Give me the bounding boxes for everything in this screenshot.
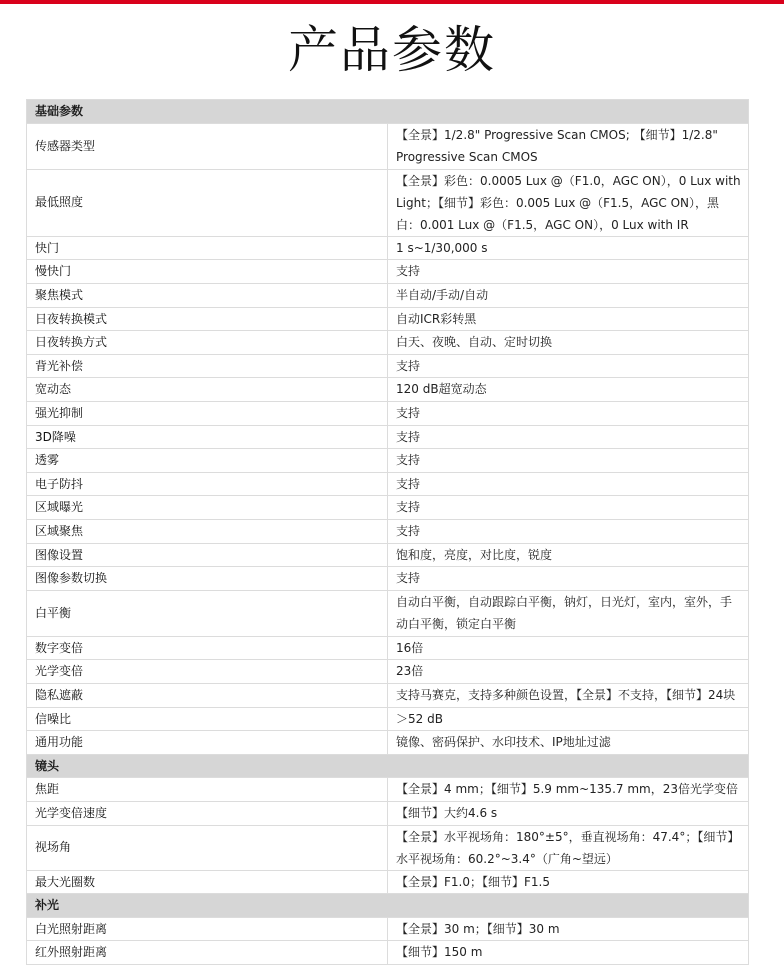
param-label: 光学变倍 xyxy=(27,660,388,684)
param-value: 【全景】4 mm；【细节】5.9 mm~135.7 mm，23倍光学变倍 xyxy=(388,778,749,802)
table-row xyxy=(27,496,749,520)
param-value: 支持 xyxy=(388,496,749,520)
section-title: 补光 xyxy=(27,894,749,918)
table-row xyxy=(27,123,749,169)
param-label: 图像设置 xyxy=(27,543,388,567)
param-value: 支持 xyxy=(388,472,749,496)
param-label: 红外照射距离 xyxy=(27,941,388,965)
table-row xyxy=(27,260,749,284)
table-row xyxy=(27,731,749,755)
param-label: 透雾 xyxy=(27,449,388,473)
param-label: 宽动态 xyxy=(27,378,388,402)
param-label: 焦距 xyxy=(27,778,388,802)
section-title: 基础参数 xyxy=(27,100,749,124)
param-label: 白平衡 xyxy=(27,590,388,636)
section-header xyxy=(27,100,749,124)
page-title: 产品参数 xyxy=(288,21,496,79)
param-value: 支持 xyxy=(388,354,749,378)
param-value: 【全景】彩色：0.0005 Lux @（F1.0，AGC ON），0 Lux with Light；【细节】彩色：0.005 Lux @（F1.5，AGC ON），黑白：0.001 Lux @（F1.5，AGC ON），0 Lux with IR xyxy=(388,169,749,236)
table-row xyxy=(27,590,749,636)
param-value: 1 s~1/30,000 s xyxy=(388,236,749,260)
param-label: 图像参数切换 xyxy=(27,567,388,591)
section-title: 镜头 xyxy=(27,754,749,778)
table-row xyxy=(27,778,749,802)
param-value: 【全景】30 m；【细节】30 m xyxy=(388,917,749,941)
param-value: 支持 xyxy=(388,519,749,543)
param-value: 【细节】150 m xyxy=(388,941,749,965)
param-label: 白光照射距离 xyxy=(27,917,388,941)
param-label: 慢快门 xyxy=(27,260,388,284)
table-row xyxy=(27,354,749,378)
param-label: 日夜转换方式 xyxy=(27,331,388,355)
param-label: 通用功能 xyxy=(27,731,388,755)
param-label: 数字变倍 xyxy=(27,636,388,660)
table-row xyxy=(27,660,749,684)
param-value: 自动ICR彩转黑 xyxy=(388,307,749,331)
param-label: 强光抑制 xyxy=(27,401,388,425)
table-row xyxy=(27,331,749,355)
table-row xyxy=(27,472,749,496)
param-value: 【全景】1/2.8" Progressive Scan CMOS; 【细节】1/2.8" Progressive Scan CMOS xyxy=(388,123,749,169)
table-row xyxy=(27,449,749,473)
table-row xyxy=(27,870,749,894)
param-label: 最大光圈数 xyxy=(27,870,388,894)
section-header xyxy=(27,894,749,918)
param-value: 支持 xyxy=(388,401,749,425)
param-value: 【全景】F1.0；【细节】F1.5 xyxy=(388,870,749,894)
param-label: 快门 xyxy=(27,236,388,260)
table-row xyxy=(27,378,749,402)
param-label: 隐私遮蔽 xyxy=(27,684,388,708)
param-value: 支持 xyxy=(388,260,749,284)
param-value: 支持 xyxy=(388,425,749,449)
table-row xyxy=(27,825,749,870)
table-row xyxy=(27,236,749,260)
spec-table xyxy=(26,99,749,965)
param-value: 支持马赛克，支持多种颜色设置，【全景】不支持，【细节】24块 xyxy=(388,684,749,708)
param-value: 半自动/手动/自动 xyxy=(388,283,749,307)
param-value: 饱和度，亮度，对比度，锐度 xyxy=(388,543,749,567)
table-row xyxy=(27,567,749,591)
table-row xyxy=(27,519,749,543)
table-row xyxy=(27,283,749,307)
table-row xyxy=(27,401,749,425)
param-value: 【细节】大约4.6 s xyxy=(388,802,749,826)
param-value: 【全景】水平视场角：180°±5°，垂直视场角：47.4°；【细节】水平视场角：60.2°~3.4°（广角~望远） xyxy=(388,825,749,870)
param-value: 支持 xyxy=(388,449,749,473)
param-value: 120 dB超宽动态 xyxy=(388,378,749,402)
param-value: 自动白平衡，自动跟踪白平衡，钠灯，日光灯，室内，室外，手动白平衡，锁定白平衡 xyxy=(388,590,749,636)
table-row xyxy=(27,684,749,708)
param-label: 聚焦模式 xyxy=(27,283,388,307)
table-row xyxy=(27,802,749,826)
param-value: ＞52 dB xyxy=(388,707,749,731)
param-label: 信噪比 xyxy=(27,707,388,731)
param-label: 视场角 xyxy=(27,825,388,870)
table-row xyxy=(27,307,749,331)
table-row xyxy=(27,917,749,941)
table-row xyxy=(27,425,749,449)
param-value: 白天、夜晚、自动、定时切换 xyxy=(388,331,749,355)
param-label: 区域曝光 xyxy=(27,496,388,520)
param-label: 日夜转换模式 xyxy=(27,307,388,331)
param-value: 16倍 xyxy=(388,636,749,660)
param-value: 支持 xyxy=(388,567,749,591)
top-accent-line xyxy=(0,0,784,4)
param-label: 背光补偿 xyxy=(27,354,388,378)
param-value: 23倍 xyxy=(388,660,749,684)
param-label: 电子防抖 xyxy=(27,472,388,496)
table-row xyxy=(27,707,749,731)
table-row xyxy=(27,169,749,236)
section-header xyxy=(27,754,749,778)
param-label: 最低照度 xyxy=(27,169,388,236)
param-label: 传感器类型 xyxy=(27,123,388,169)
table-row xyxy=(27,543,749,567)
param-value: 镜像、密码保护、水印技术、IP地址过滤 xyxy=(388,731,749,755)
spec-table-body xyxy=(27,100,749,965)
param-label: 区域聚焦 xyxy=(27,519,388,543)
param-label: 光学变倍速度 xyxy=(27,802,388,826)
table-row xyxy=(27,941,749,965)
param-label: 3D降噪 xyxy=(27,425,388,449)
table-row xyxy=(27,636,749,660)
